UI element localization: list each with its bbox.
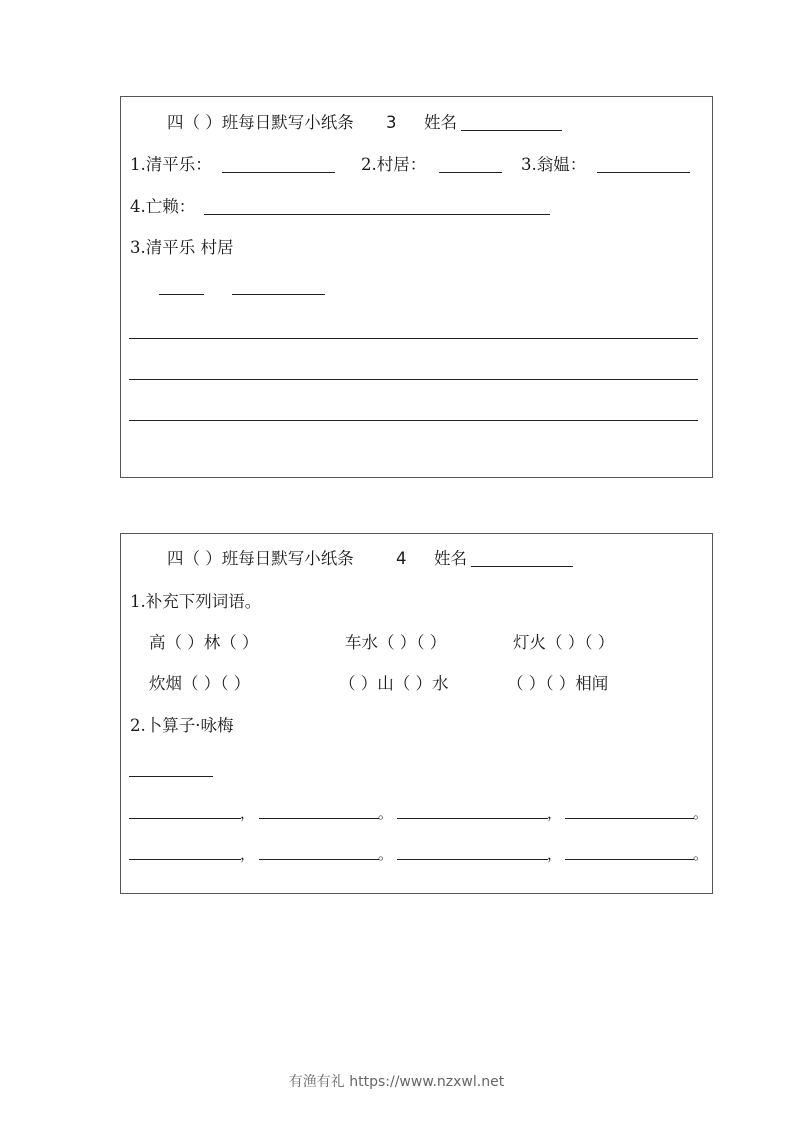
q1-blank[interactable] bbox=[222, 172, 335, 173]
name-blank[interactable] bbox=[461, 130, 562, 131]
footer-watermark: 有渔有礼 https://www.nzxwl.net bbox=[288, 1074, 505, 1090]
comma: ， bbox=[547, 804, 563, 822]
name-blank[interactable] bbox=[471, 566, 573, 567]
verse-blank[interactable] bbox=[259, 818, 379, 819]
word-fill-item[interactable]: 灯火（ ）（ ） bbox=[513, 633, 615, 652]
poem-title-blank-1[interactable] bbox=[159, 294, 204, 295]
card-number: 3 bbox=[386, 113, 397, 132]
q3-label: 3.翁媪： bbox=[521, 155, 587, 174]
dictation-card-4 bbox=[120, 533, 713, 894]
q2-label: 2.卜算子·咏梅 bbox=[130, 716, 234, 735]
verse-blank[interactable] bbox=[565, 859, 694, 860]
period: 。 bbox=[693, 804, 709, 822]
word-fill-item[interactable]: （ ）（ ）相闻 bbox=[507, 674, 609, 693]
word-fill-item[interactable]: （ ）山（ ）水 bbox=[339, 674, 449, 693]
verse-blank[interactable] bbox=[565, 818, 694, 819]
verse-blank[interactable] bbox=[397, 818, 548, 819]
q1-label: 1.补充下列词语。 bbox=[130, 592, 262, 611]
name-label: 姓名 bbox=[424, 113, 457, 132]
comma: ， bbox=[240, 804, 256, 822]
answer-line-2[interactable] bbox=[129, 379, 698, 380]
card-title: 四（ ）班每日默写小纸条 bbox=[167, 113, 354, 132]
poem-title-blank[interactable] bbox=[129, 776, 213, 777]
q2-blank[interactable] bbox=[439, 172, 502, 173]
verse-blank[interactable] bbox=[259, 859, 379, 860]
card-number: 4 bbox=[396, 549, 407, 568]
word-fill-item[interactable]: 炊烟（ ）（ ） bbox=[149, 674, 251, 693]
verse-blank[interactable] bbox=[397, 859, 548, 860]
name-label: 姓名 bbox=[434, 549, 467, 568]
word-fill-item[interactable]: 车水（ ）（ ） bbox=[345, 633, 447, 652]
answer-line-3[interactable] bbox=[129, 420, 698, 421]
verse-blank[interactable] bbox=[129, 859, 241, 860]
dictation-card-3 bbox=[120, 96, 713, 478]
q4-blank[interactable] bbox=[204, 214, 550, 215]
q2-label: 2.村居： bbox=[361, 155, 427, 174]
q1-label: 1.清平乐： bbox=[130, 155, 212, 174]
poem-title-blank-2[interactable] bbox=[232, 294, 325, 295]
q4-label: 4.亡赖： bbox=[130, 197, 196, 216]
comma: ， bbox=[240, 845, 256, 863]
period: 。 bbox=[693, 845, 709, 863]
q3-blank[interactable] bbox=[597, 172, 690, 173]
answer-line-1[interactable] bbox=[129, 338, 698, 339]
card-title: 四（ ）班每日默写小纸条 bbox=[167, 549, 354, 568]
period: 。 bbox=[378, 845, 394, 863]
verse-blank[interactable] bbox=[129, 818, 241, 819]
comma: ， bbox=[547, 845, 563, 863]
period: 。 bbox=[378, 804, 394, 822]
q5-label: 3.清平乐 村居 bbox=[130, 238, 234, 257]
word-fill-item[interactable]: 高（ ）林（ ） bbox=[149, 633, 259, 652]
